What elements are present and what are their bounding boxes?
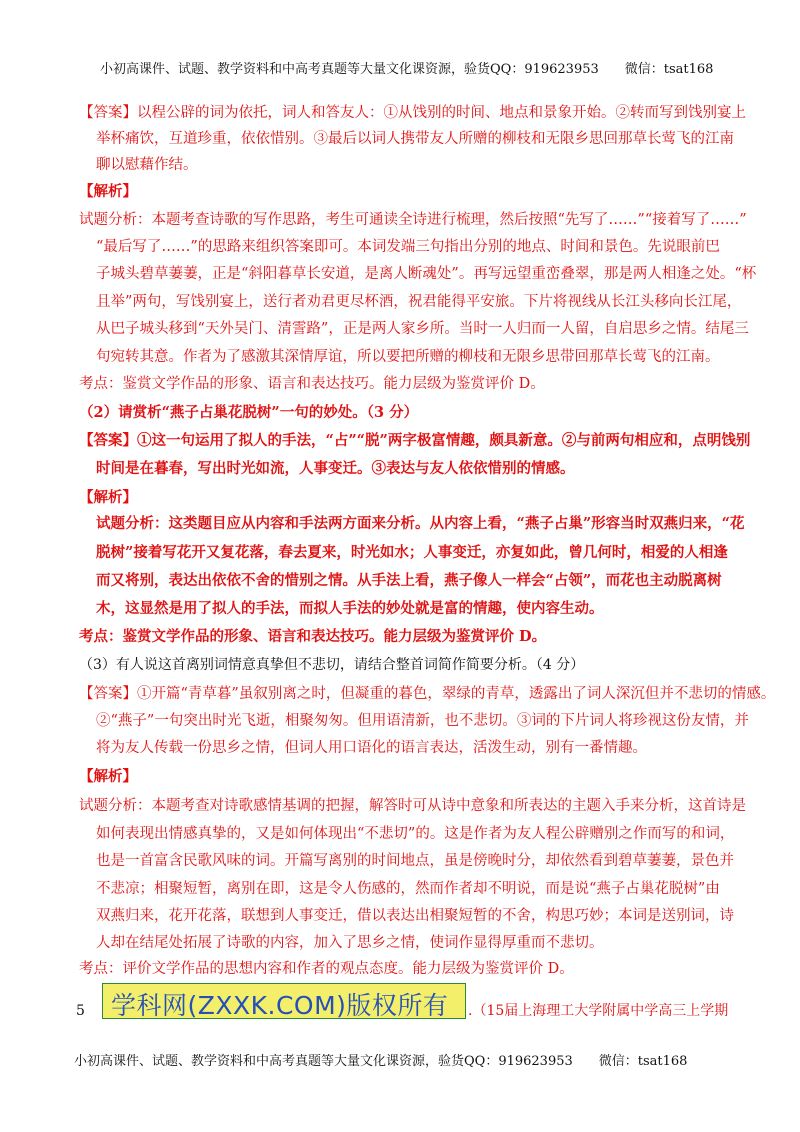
source-note: .（15届上海理工大学附属中学高三上学期 (468, 1003, 729, 1019)
analysis-1-line-1: 试题分析：本题考查诗歌的写作思路，考生可通读全诗进行梳理，然后按照“先写了……”“接着写了……” (79, 212, 747, 228)
question-2: （2）请赏析“燕子占巢花脱树”一句的妙处。（3 分） (79, 404, 419, 421)
analysis-3-line-3: 也是一首富含民歌风味的词。开篇写离别的时间地点，虽是傍晚时分，却依然看到碧草萋萋，景色并 (96, 853, 734, 869)
page-footer: 小初高课件、试题、教学资料和中高考真题等大量文化课资源，验货QQ：919623953 微信：tsat168 (74, 1054, 688, 1069)
analysis-3-line-4: 不悲凉；相聚短暂，离别在即，这是令人伤感的，然而作者却不明说，而是说“燕子占巢花脱树”由 (96, 881, 720, 897)
analysis-heading-3: 【解析】 (79, 768, 137, 785)
answer-3-line-3: 将为友人传载一份思乡之情，但词人用口语化的语言表达，活泼生动，别有一番情趣。 (96, 740, 647, 756)
page-number: 5 (76, 1003, 85, 1019)
analysis-1-line-5: 从巴子城头移到“天外吴门、清霅路”，正是两人家乡所。当时一人归而一人留，自启思乡之情。结尾三 (96, 321, 749, 337)
answer-1-line-1: 【答案】以程公辟的词为依托，词人和答友人：①从饯别的时间、地点和景象开始。②转而写到饯别宴上 (79, 105, 746, 121)
answer-2-line-1: 【答案】①这一句运用了拟人的手法，“占”“脱”两字极富情趣，颇具新意。②与前两句相应和，点明饯别 (79, 432, 751, 449)
answer-2-line-2: 时间是在暮春，写出时光如流，人事变迁。③表达与友人依依惜别的情感。 (96, 460, 575, 477)
question-3: （3）有人说这首离别词情意真挚但不悲切，请结合整首词简作简要分析。（4 分） (79, 657, 585, 673)
answer-1-line-3: 聊以慰藉作结。 (96, 157, 198, 173)
kaodian-1: 考点：鉴赏文学作品的形象、语言和表达技巧。能力层级为鉴赏评价 D。 (79, 376, 545, 392)
analysis-heading-2: 【解析】 (79, 489, 137, 506)
analysis-2-line-3: 而又将别，表达出依依不舍的惜别之情。从手法上看，燕子像人一样会“占领”，而花也主动脱离树 (96, 572, 722, 589)
analysis-3-line-2: 如何表现出情感真挚的，又是如何体现出“不悲切”的。这是作者为友人程公辟赠别之作而写的和词， (96, 826, 735, 842)
analysis-2-line-4: 木，这显然是用了拟人的手法，而拟人手法的妙处就是富的情趣，使内容生动。 (96, 600, 604, 617)
analysis-heading-1: 【解析】 (79, 183, 137, 200)
answer-3-line-1: 【答案】①开篇“青草暮”虽叙别离之时，但凝重的暮色，翠绿的青草，透露出了词人深沉但并不悲切的情感。 (79, 686, 776, 702)
copyright-banner-text: 学科网(ZXXK.COM)版权所有 (111, 991, 449, 1020)
analysis-1-line-2: “最后写了……”的思路来组织答案即可。本词发端三句指出分别的地点、时间和景色。先说眼前巴 (96, 239, 720, 255)
answer-3-line-2: ②“燕子”一句突出时光飞逝，相聚匆匆。但用语清新，也不悲切。③词的下片词人将珍视这份友情，并 (96, 713, 749, 729)
analysis-3-line-5: 双燕归来，花开花落，联想到人事变迁，借以表达出相聚短暂的不舍，构思巧妙；本词是送别词，诗 (96, 908, 734, 924)
copyright-banner (102, 983, 466, 1019)
analysis-3-line-1: 试题分析：本题考查对诗歌感情基调的把握，解答时可从诗中意象和所表达的主题入手来分析，这首诗是 (79, 798, 746, 814)
kaodian-3: 考点：评价文学作品的思想内容和作者的观点态度。能力层级为鉴赏评价 D。 (79, 961, 574, 977)
analysis-1-line-4: 且举”两句，写饯别宴上，送行者劝君更尽杯酒，祝君能得平安旅。下片将视线从长江头移向长江尾， (96, 294, 742, 310)
analysis-3-line-6: 人却在结尾处拓展了诗歌的内容，加入了思乡之情，使词作显得厚重而不悲切。 (96, 935, 604, 951)
analysis-1-line-3: 子城头碧草萋萋，正是“斜阳暮草长安道，是离人断魂处”。再写远望重峦叠翠，那是两人相逢之处。“杯 (96, 266, 757, 282)
answer-1-line-2: 举杯痛饮，互道珍重，依依惜别。③最后以词人携带友人所赠的柳枝和无限乡思回那草长莺飞的江南 (96, 131, 734, 147)
analysis-2-line-1: 试题分析：这类题目应从内容和手法两方面来分析。从内容上看，“燕子占巢”形容当时双燕归来，“花 (96, 515, 745, 532)
analysis-1-line-6: 句宛转其意。作者为了感激其深情厚谊，所以要把所赠的柳枝和无限乡思带回那草长莺飞的江南。 (96, 349, 720, 365)
page-header: 小初高课件、试题、教学资料和中高考真题等大量文化课资源，验货QQ：919623953 微信：tsat168 (100, 62, 714, 77)
analysis-2-line-2: 脱树”接着写花开又复花落，春去夏来，时光如水；人事变迁，亦复如此，曾几何时，相爱的人相逢 (96, 544, 728, 561)
kaodian-2: 考点：鉴赏文学作品的形象、语言和表达技巧。能力层级为鉴赏评价 D。 (79, 628, 547, 645)
